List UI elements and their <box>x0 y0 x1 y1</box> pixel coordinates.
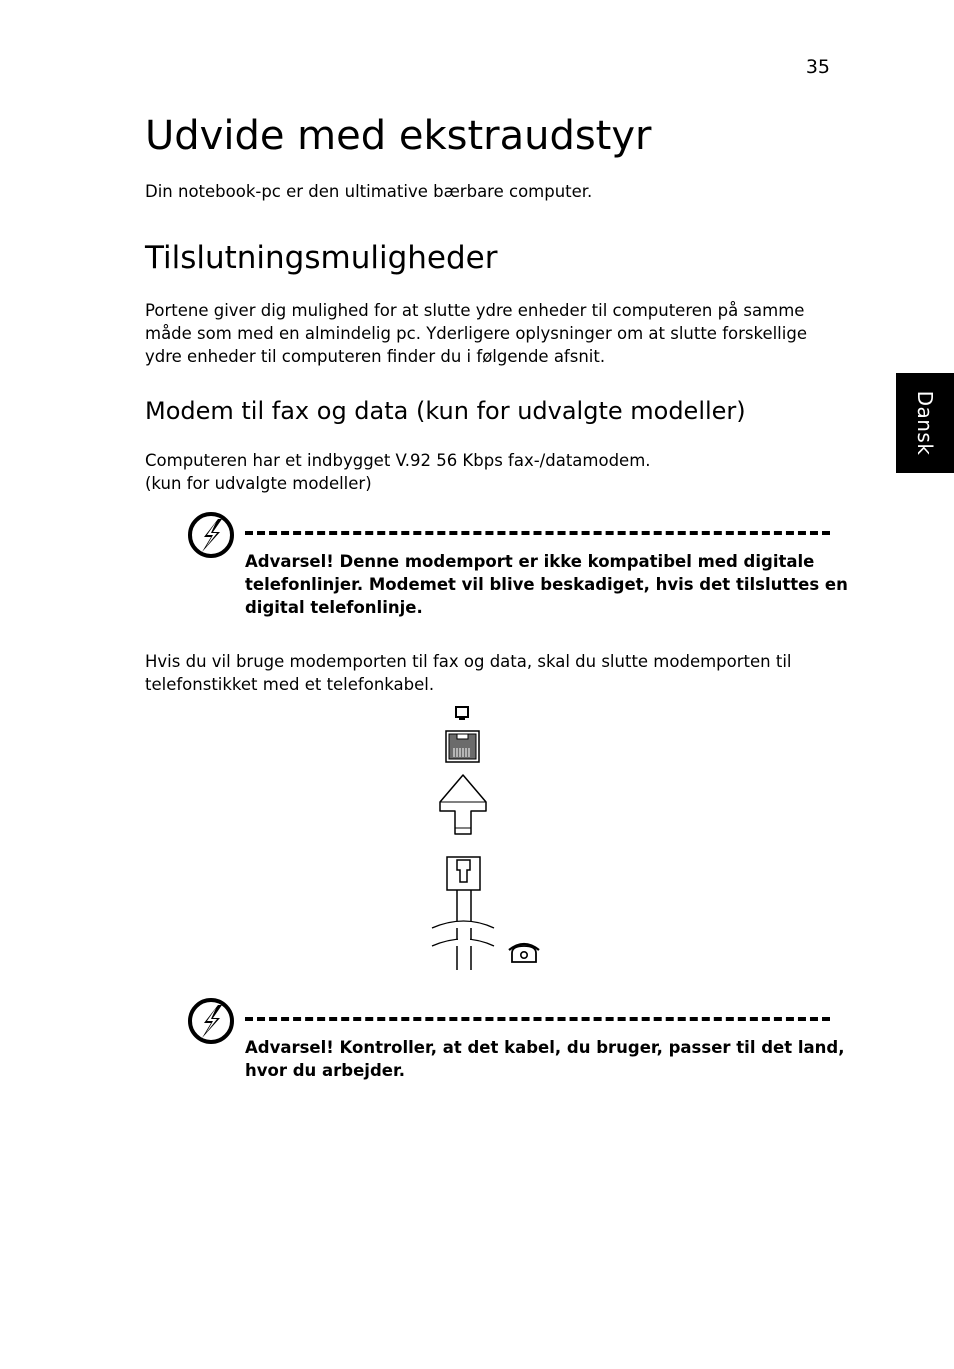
page-number: 35 <box>805 56 830 78</box>
paragraph-line: ydre enheder til computeren finder du i følgende afsnit. <box>145 347 606 366</box>
paragraph-line: (kun for udvalgte modeller) <box>145 474 372 493</box>
warning-text <box>245 550 848 619</box>
rj11-plug-icon <box>432 857 494 970</box>
dashed-divider <box>245 1017 830 1021</box>
warning-line: Advarsel! Kontroller, at det kabel, du bruger, passer til det land, <box>245 1038 845 1057</box>
section-paragraph <box>145 299 835 368</box>
telephone-icon <box>509 944 539 962</box>
language-tab <box>896 373 954 473</box>
warning-line: digital telefonlinje. <box>245 598 423 617</box>
paragraph-line: Computeren har et indbygget V.92 56 Kbps fax-/datamodem. <box>145 451 651 470</box>
paragraph-line: telefonstikket med et telefonkabel. <box>145 675 435 694</box>
warning-box <box>187 997 845 1087</box>
rj11-socket-icon <box>446 731 479 762</box>
paragraph-line: Hvis du vil bruge modemporten til fax og data, skal du slutte modemporten til <box>145 652 792 671</box>
lightning-warning-icon <box>187 997 235 1045</box>
paragraph-line: måde som med en almindelig pc. Yderligere oplysninger om at slutte forskellige <box>145 324 807 343</box>
warning-box <box>187 511 848 626</box>
subsection-heading: Modem til fax og data (kun for udvalgte modeller) <box>145 397 746 425</box>
modem-connection-diagram <box>420 700 570 975</box>
lightning-warning-icon <box>187 511 235 559</box>
intro-paragraph <box>145 180 835 203</box>
modem-paragraph <box>145 449 835 495</box>
language-tab-label: Dansk <box>913 390 937 456</box>
modem-port-icon <box>456 707 468 720</box>
section-heading: Tilslutningsmuligheder <box>145 240 498 276</box>
warning-line: Advarsel! Denne modemport er ikke kompatibel med digitale <box>245 552 815 571</box>
warning-text <box>245 1036 845 1082</box>
instruction-paragraph <box>145 650 835 696</box>
paragraph-line: Portene giver dig mulighed for at slutte ydre enheder til computeren på samme <box>145 301 805 320</box>
up-arrow-icon <box>440 775 486 834</box>
dashed-divider <box>245 531 830 535</box>
page-title: Udvide med ekstraudstyr <box>145 113 652 159</box>
warning-line: telefonlinjer. Modemet vil blive beskadiget, hvis det tilsluttes en <box>245 575 848 594</box>
intro-text: Din notebook-pc er den ultimative bærbare computer. <box>145 182 593 201</box>
warning-line: hvor du arbejder. <box>245 1061 406 1080</box>
